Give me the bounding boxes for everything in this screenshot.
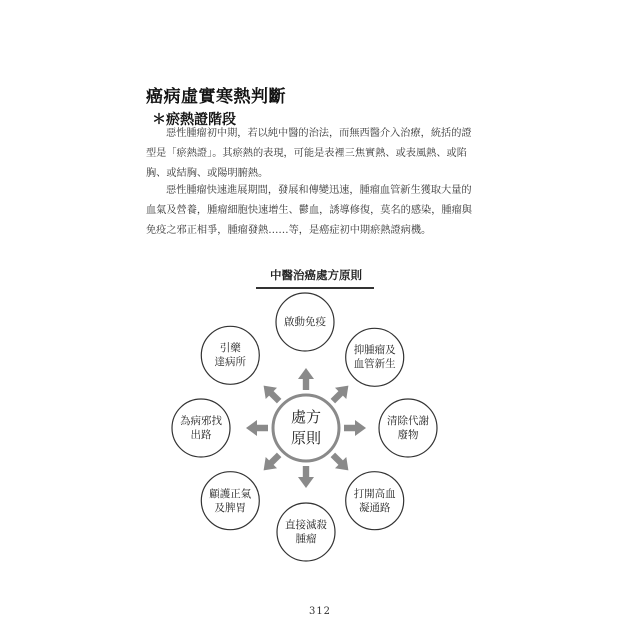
node-label-top-left: [199, 341, 261, 369]
paragraph-2-line: 血氣及營養，腫瘤細胞快速增生、鬱血，誘導修復，莫名的感染，腫瘤與: [146, 205, 472, 216]
center-label-line: 處方: [290, 408, 321, 426]
node-label-line: 直接滅殺: [285, 519, 327, 531]
node-label-line: 打開高血: [353, 487, 396, 500]
arrow-to-bottom-right: [331, 453, 349, 471]
arrow-to-right: [344, 420, 366, 436]
node-label-bottom-left: [199, 487, 261, 515]
node-label-bottom-right: [344, 487, 406, 515]
node-label-left: [170, 414, 232, 442]
node-label-top: [274, 315, 336, 329]
page-number: 312: [308, 606, 332, 617]
node-label-line: 出路: [190, 429, 212, 441]
node-label-line: 廢物: [397, 429, 419, 441]
paragraph-2-line: 惡性腫瘤快速進展期間，發展和傳變迅速，腫瘤血管新生獲取大量的: [166, 185, 472, 196]
node-label-top-right: [344, 343, 406, 371]
arrow-to-left: [246, 420, 268, 436]
section-subtitle: ＊瘀熱證階段: [152, 112, 236, 128]
node-label-line: 及脾胃: [214, 501, 247, 514]
center-label-line: 原則: [290, 429, 321, 447]
node-label-line: 抑腫瘤及: [353, 344, 396, 357]
node-label-line: 顧護正氣: [209, 487, 252, 500]
arrow-to-top-right: [331, 386, 349, 404]
node-label-line: 凝通路: [358, 501, 391, 514]
node-label-line: 引藥: [219, 342, 241, 355]
diagram-title: 中醫治癌處方原則: [270, 268, 362, 282]
node-label-bottom: [275, 518, 337, 546]
node-label-line: 啟動免疫: [284, 316, 326, 328]
node-label-line: 為病邪找: [180, 415, 222, 427]
arrow-to-top: [298, 368, 314, 390]
node-label-right: [377, 414, 439, 442]
paragraph-1-line: 型是「瘀熱證」。其瘀熱的表現，可能是表裡三焦實熱、或表風熱、或陷: [146, 148, 467, 159]
arrow-to-top-left: [264, 386, 282, 404]
arrow-to-bottom: [298, 466, 314, 488]
paragraph-1-line: 惡性腫瘤初中期，若以純中醫的治法，而無西醫介入治療，統括的證: [166, 128, 472, 139]
paragraph-2-line: 免疫之邪正相爭，腫瘤發熱……等，是癌症初中期瘀熱證病機。: [146, 225, 432, 236]
center-label: [273, 407, 339, 449]
node-label-line: 血管新生: [353, 358, 396, 371]
paragraph-1-line: 胸、或結胸、或陽明腑熱。: [146, 168, 269, 179]
node-label-line: 達病所: [214, 356, 247, 369]
section-title: 癌病虛實寒熱判斷: [146, 87, 286, 107]
node-label-line: 清除代謝: [387, 415, 429, 427]
node-label-line: 腫瘤: [295, 533, 317, 545]
arrow-to-bottom-left: [264, 453, 282, 471]
